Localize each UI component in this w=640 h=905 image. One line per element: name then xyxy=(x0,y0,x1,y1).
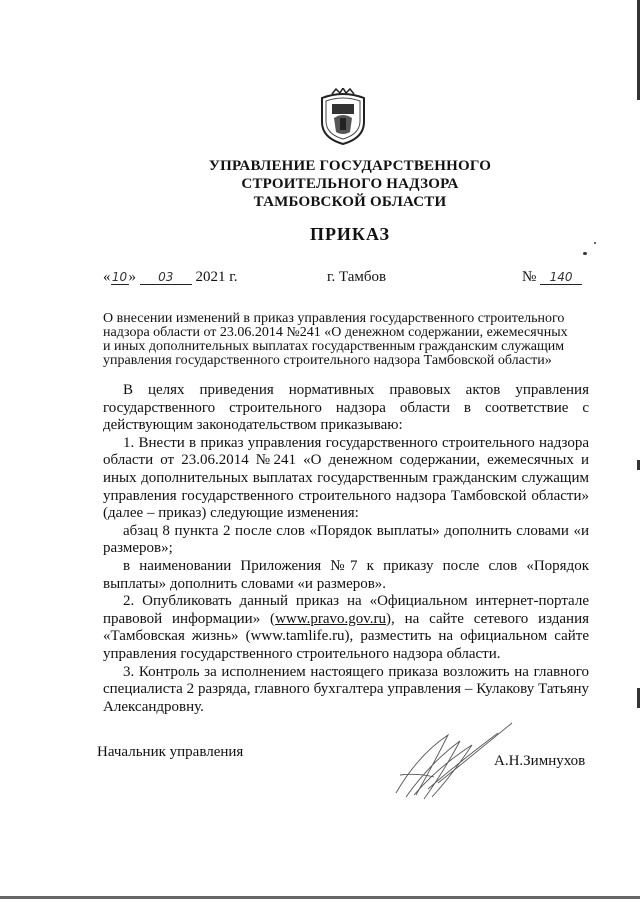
item-2-paragraph xyxy=(103,593,589,663)
number-value: 140 xyxy=(540,270,582,285)
signatory-name: А.Н.Зимнухов xyxy=(494,753,586,769)
date-quote-close: » xyxy=(128,269,136,285)
item-1b-paragraph: в наименовании Приложения №7 к приказу после слов «Порядок выплаты» дополнить словами «и размеров». xyxy=(103,557,589,592)
subject-line: О внесении изменений в приказ управления государственного строительного xyxy=(103,311,565,326)
number-label: № xyxy=(522,269,537,285)
order-date xyxy=(103,269,237,286)
preamble-paragraph: В целях приведения нормативных правовых актов управления государственного строительного надзора области в соответствие с действующим законодательством приказываю: xyxy=(103,382,589,434)
scan-speck xyxy=(583,252,587,255)
date-year: 2021 г. xyxy=(195,269,238,285)
subject-line: надзора области от 23.06.2014 №241 «О денежном содержании, ежемесячных xyxy=(103,325,568,340)
org-name-line-1: УПРАВЛЕНИЕ ГОСУДАРСТВЕННОГО xyxy=(208,158,492,174)
order-number xyxy=(522,269,582,286)
date-day: 10 xyxy=(111,270,128,284)
item-2-text: 2. Опубликовать данный приказ на «Официальном интернет-портале правовой информации» ( xyxy=(103,593,589,627)
org-name-line-3: ТАМБОВСКОЙ ОБЛАСТИ xyxy=(253,194,447,210)
document-type-title: ПРИКАЗ xyxy=(309,224,391,244)
item-3-paragraph: 3. Контроль за исполнением настоящего приказа возложить на главного специалиста 2 разряда, главного бухгалтера управления – Кулакову Татьяну Александровну. xyxy=(103,663,589,715)
order-subject xyxy=(103,312,588,368)
scan-speck xyxy=(594,242,596,244)
order-body xyxy=(103,382,589,716)
subject-line: управления государственного строительного надзора Тамбовской области» xyxy=(103,353,552,368)
org-name-line-2: СТРОИТЕЛЬНОГО НАДЗОРА xyxy=(241,176,459,192)
item-2-text-end: ), на сайте сетевого издания «Тамбовская жизнь» (www.tamlife.ru), разместить на официальном сайте управления государственного строительного надзора области. xyxy=(103,610,589,662)
scan-edge-bottom xyxy=(0,896,640,899)
item-1a-paragraph: абзац 8 пункта 2 после слов «Порядок выплаты» дополнить словами «и размеров»; xyxy=(103,522,589,557)
signatory-position: Начальник управления xyxy=(97,744,244,760)
coat-of-arms-emblem xyxy=(318,88,368,146)
item-1-paragraph: 1. Внести в приказ управления государственного строительного надзора области от 23.06.2014 №241 «О денежном содержании, ежемесячных и иных дополнительных выплатах государственным гражданским служащим управления государственного строительного надзора Тамбовской области» (далее – приказ) следующие изменения: xyxy=(103,434,589,522)
subject-line: и иных дополнительных выплатах государственным гражданским служащим xyxy=(103,339,565,354)
date-quote-open: « xyxy=(103,269,111,285)
order-city: г. Тамбов xyxy=(327,269,387,285)
date-month: 03 xyxy=(140,270,192,285)
pravo-link[interactable]: www.pravo.gov.ru xyxy=(275,610,387,627)
